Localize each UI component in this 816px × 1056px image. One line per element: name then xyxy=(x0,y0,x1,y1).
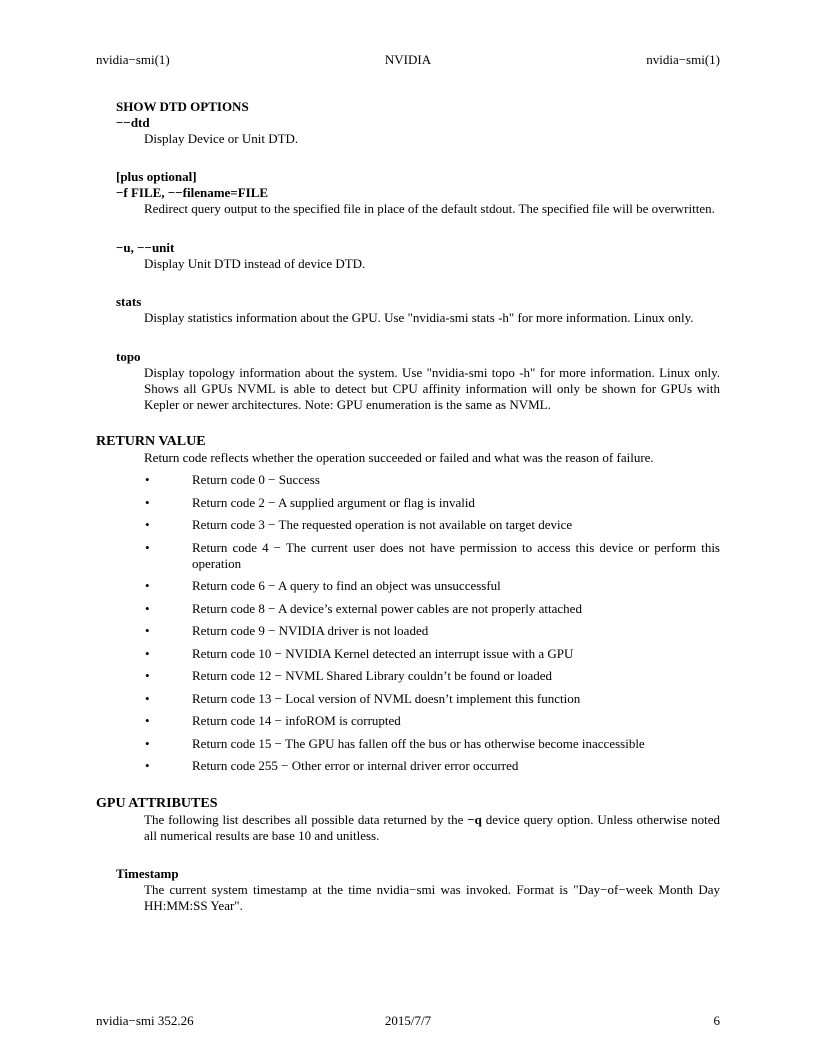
intro-text-b: device query option. Unless otherwise noted all numerical results are base 10 and unitless. xyxy=(144,812,720,843)
filename-description: Redirect query output to the specified file in place of the default stdout. The specified file will be overwritten. xyxy=(144,201,715,216)
bullet-icon: • xyxy=(145,758,150,773)
unit-option: −u, −−unit xyxy=(116,240,175,255)
list-item xyxy=(145,600,720,617)
page-footer xyxy=(96,1013,720,1029)
bullet-icon: • xyxy=(145,494,150,510)
bullet-icon: • xyxy=(145,517,150,532)
return-value-intro: Return code reflects whether the operation succeeded or failed and what was the reason of failure. xyxy=(144,450,654,465)
page-header xyxy=(96,52,720,68)
list-item-text: Return code 13 − Local version of NVML doesn’t implement this function xyxy=(192,690,581,706)
dtd-option: −−dtd xyxy=(116,115,150,130)
dtd-description: Display Device or Unit DTD. xyxy=(144,131,299,146)
bullet-icon: • xyxy=(145,578,150,593)
footer-left: nvidia−smi 352.26 xyxy=(96,1013,194,1028)
list-item xyxy=(145,623,720,639)
header-left: nvidia−smi(1) xyxy=(96,52,170,67)
bullet-icon: • xyxy=(145,472,150,487)
list-item-text: Return code 3 − The requested operation is not available on target device xyxy=(192,517,573,532)
footer-center: 2015/7/7 xyxy=(384,1013,432,1028)
plus-optional: [plus optional] xyxy=(116,169,197,184)
page-number: 6 xyxy=(713,1013,720,1028)
header-center: NVIDIA xyxy=(384,52,432,67)
list-item-text: Return code 8 − A device’s external power cables are not properly attached xyxy=(192,600,582,616)
bullet-icon: • xyxy=(145,690,150,706)
list-item xyxy=(145,578,720,594)
header-right: nvidia−smi(1) xyxy=(646,52,720,67)
query-option: −q xyxy=(467,812,482,827)
list-item-text: Return code 4 − The current user does not have permission to access this device or perform this operation xyxy=(192,539,720,571)
show-dtd-title: SHOW DTD OPTIONS xyxy=(116,99,249,114)
list-item xyxy=(145,690,720,707)
bullet-icon: • xyxy=(145,539,150,555)
gpu-attributes-intro xyxy=(144,812,720,844)
list-item-text: Return code 10 − NVIDIA Kernel detected an interrupt issue with a GPU xyxy=(192,645,574,661)
topo-title: topo xyxy=(116,349,141,364)
list-item-text: Return code 0 − Success xyxy=(192,472,320,487)
list-item xyxy=(145,494,720,511)
unit-description: Display Unit DTD instead of device DTD. xyxy=(144,256,366,271)
list-item-text: Return code 15 − The GPU has fallen off the bus or has otherwise become inaccessible xyxy=(192,735,645,751)
timestamp-description: The current system timestamp at the time nvidia−smi was invoked. Format is "Day−of−week Month Day HH:MM:SS Year". xyxy=(144,882,720,913)
return-code-list xyxy=(96,472,720,774)
bullet-icon: • xyxy=(145,735,150,751)
bullet-icon: • xyxy=(145,600,150,616)
list-item xyxy=(145,735,720,752)
page-content xyxy=(96,99,720,914)
filename-option: −f FILE, −−filename=FILE xyxy=(116,185,269,200)
gpu-attributes-title: GPU ATTRIBUTES xyxy=(96,796,218,811)
list-item xyxy=(145,539,720,572)
list-item-text: Return code 255 − Other error or internal driver error occurred xyxy=(192,758,519,773)
bullet-icon: • xyxy=(145,623,150,638)
bullet-icon: • xyxy=(145,668,150,683)
list-item-text: Return code 6 − A query to find an object was unsuccessful xyxy=(192,578,501,593)
intro-text-a: The following list describes all possible data returned by the xyxy=(144,812,468,827)
topo-description: Display topology information about the system. Use "nvidia-smi topo -h" for more information. Linux only. Shows all GPUs NVML is able to detect but CPU affinity information will only be shown for GPUs with Kepler or newer architectures. Note: GPU enumeration is the same as NVML. xyxy=(144,365,720,412)
list-item-text: Return code 9 − NVIDIA driver is not loaded xyxy=(192,623,429,638)
bullet-icon: • xyxy=(145,645,150,661)
stats-title: stats xyxy=(116,294,142,309)
stats-description: Display statistics information about the GPU. Use "nvidia-smi stats -h" for more information. Linux only. xyxy=(144,310,694,325)
list-item xyxy=(145,517,720,533)
list-item xyxy=(145,713,720,729)
list-item xyxy=(145,758,720,774)
list-item xyxy=(145,645,720,662)
list-item xyxy=(145,472,720,488)
list-item-text: Return code 2 − A supplied argument or flag is invalid xyxy=(192,494,475,510)
list-item xyxy=(145,668,720,684)
list-item-text: Return code 12 − NVML Shared Library couldn’t be found or loaded xyxy=(192,668,553,683)
timestamp-title: Timestamp xyxy=(116,866,179,881)
return-value-title: RETURN VALUE xyxy=(96,434,206,449)
list-item-text: Return code 14 − infoROM is corrupted xyxy=(192,713,401,728)
bullet-icon: • xyxy=(145,713,150,728)
